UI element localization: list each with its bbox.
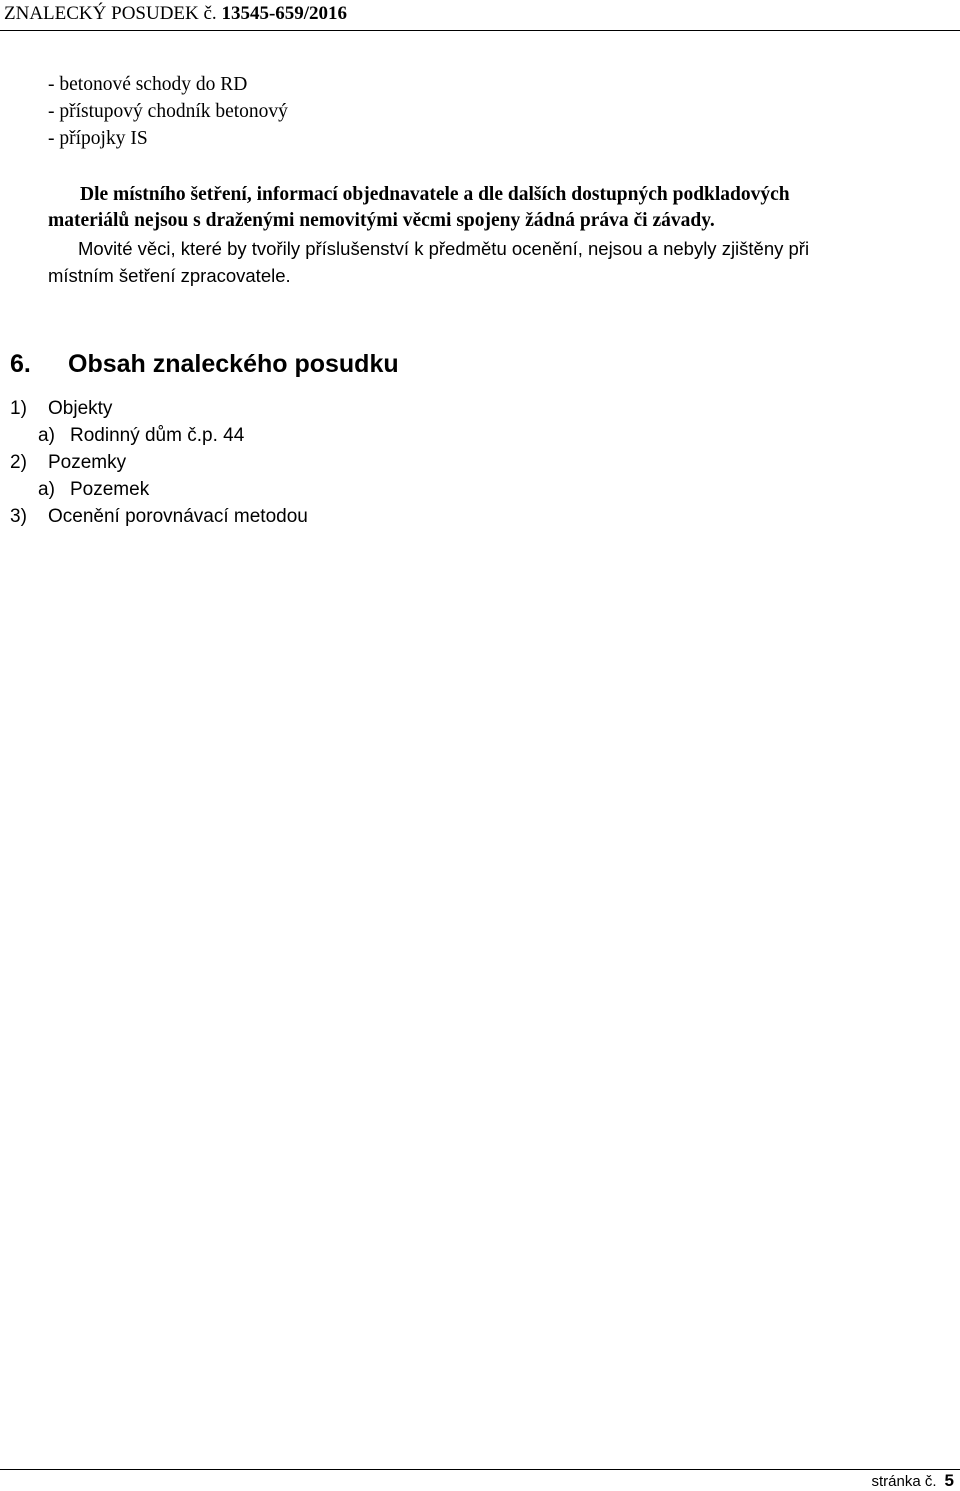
rights-statement-paragraph — [48, 182, 958, 234]
footer-label: stránka č. — [871, 1473, 937, 1490]
contents-item-marker: a) — [38, 425, 55, 446]
page-footer — [872, 1471, 955, 1491]
contents-item-text: Rodinný dům č.p. 44 — [70, 425, 245, 446]
contents-item-text: Pozemky — [48, 452, 127, 473]
contents-item — [10, 503, 308, 530]
bullet-item: - přípojky IS — [48, 128, 148, 149]
contents-item — [10, 395, 308, 422]
contents-item-text: Ocenění porovnávací metodou — [48, 506, 308, 527]
contents-subitem — [10, 422, 308, 449]
contents-item-marker: 2) — [10, 452, 27, 473]
section-heading — [10, 350, 399, 379]
page-header — [0, 0, 960, 31]
contents-list — [10, 395, 308, 530]
paragraph-line: místním šetření zpracovatele. — [48, 265, 291, 286]
header-prefix: ZNALECKÝ POSUDEK č. — [4, 3, 222, 24]
contents-item-text: Pozemek — [70, 479, 150, 500]
movables-paragraph — [48, 235, 958, 289]
contents-item-marker: 3) — [10, 506, 27, 527]
bullet-item: - přístupový chodník betonový — [48, 101, 288, 122]
contents-item-marker: a) — [38, 479, 55, 500]
section-title: Obsah znaleckého posudku — [68, 350, 399, 378]
page-number: 5 — [944, 1471, 954, 1490]
contents-item-marker: 1) — [10, 398, 27, 419]
paragraph-line: materiálů nejsou s draženými nemovitými věcmi spojeny žádná práva či závady. — [48, 210, 715, 231]
bullet-item: - betonové schody do RD — [48, 74, 248, 95]
contents-item — [10, 449, 308, 476]
footer-divider — [0, 1469, 960, 1470]
paragraph-line: Movité věci, které by tvořily příslušenství k předmětu ocenění, nejsou a nebyly zjištěny při — [78, 238, 810, 259]
paragraph-line: Dle místního šetření, informací objednavatele a dle dalších dostupných podkladových — [80, 184, 790, 205]
section-number: 6. — [10, 350, 31, 378]
header-document-number: 13545-659/2016 — [221, 3, 348, 24]
contents-item-text: Objekty — [48, 398, 113, 419]
bullet-list — [48, 71, 288, 152]
header-title — [4, 3, 347, 25]
contents-subitem — [10, 476, 308, 503]
